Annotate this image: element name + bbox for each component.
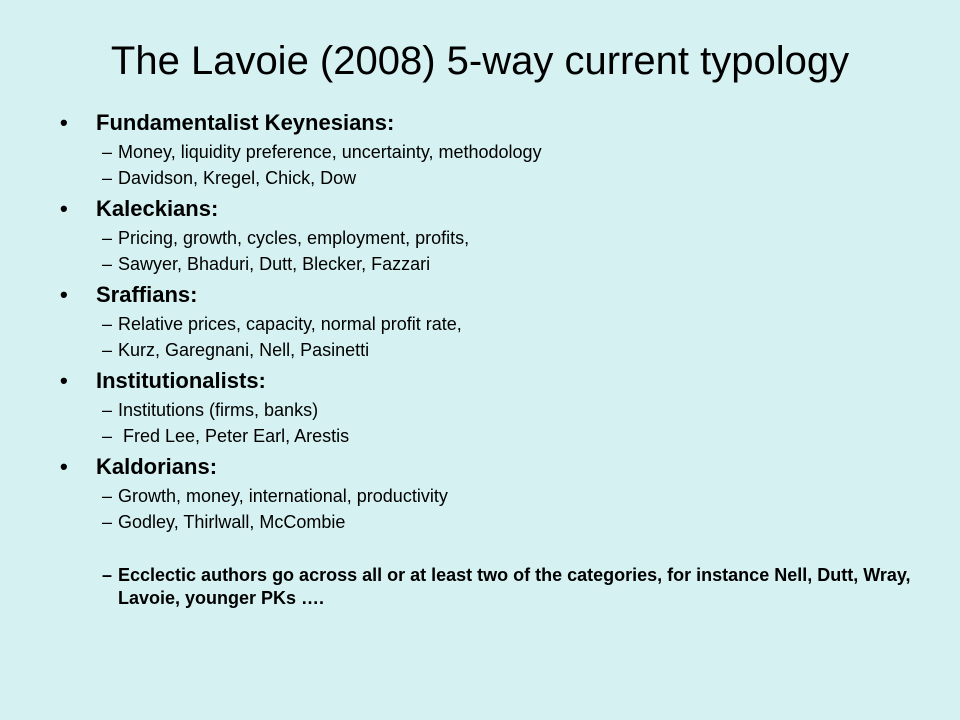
dash: – xyxy=(102,426,113,446)
sub-item-text: Godley, Thirlwall, McCombie xyxy=(118,512,346,532)
spacer xyxy=(58,536,918,562)
sub-item-text: Growth, money, international, productivity xyxy=(118,486,448,506)
sub-list xyxy=(58,226,918,276)
dash: – xyxy=(102,400,113,420)
bullet-institutionalists xyxy=(58,366,918,396)
bullet-dot: • xyxy=(60,282,68,307)
dash: – xyxy=(102,314,113,334)
dash: – xyxy=(102,228,113,248)
note-text: Ecclectic authors go across all or at least two of the categories, for instance Nell, Dutt, Wray, Lavoie, younger PKs …. xyxy=(118,565,911,608)
bullet-heading: Kaleckians: xyxy=(96,196,219,221)
bullet-sraffians xyxy=(58,280,918,310)
bullet-dot: • xyxy=(60,368,68,393)
sub-item xyxy=(58,510,918,534)
slide-title: The Lavoie (2008) 5-way current typology xyxy=(110,39,850,83)
sub-item-text: Fred Lee, Peter Earl, Arestis xyxy=(118,426,350,446)
sub-item-text: Davidson, Kregel, Chick, Dow xyxy=(118,168,357,188)
sub-item-text: Pricing, growth, cycles, employment, profits, xyxy=(118,228,470,248)
bullet-fundamentalist-keynesians xyxy=(58,108,918,138)
sub-item xyxy=(58,398,918,422)
sub-item xyxy=(58,226,918,250)
sub-item xyxy=(58,166,918,190)
bullet-kaldorians xyxy=(58,452,918,482)
dash: – xyxy=(102,340,113,360)
sub-item xyxy=(58,252,918,276)
sub-item xyxy=(58,338,918,362)
dash: – xyxy=(102,565,113,585)
bullet-kaleckians xyxy=(58,194,918,224)
sub-item xyxy=(58,424,918,448)
sub-item xyxy=(58,484,918,508)
dash: – xyxy=(102,512,113,532)
sub-list xyxy=(58,398,918,448)
dash: – xyxy=(102,254,113,274)
sub-item xyxy=(58,140,918,164)
dash: – xyxy=(102,486,113,506)
dash: – xyxy=(102,168,113,188)
sub-item-text: Sawyer, Bhaduri, Dutt, Blecker, Fazzari xyxy=(118,254,431,274)
sub-list xyxy=(58,312,918,362)
sub-item xyxy=(58,312,918,336)
bullet-dot: • xyxy=(60,454,68,479)
sub-item-text: Money, liquidity preference, uncertainty, methodology xyxy=(118,142,542,162)
bullet-heading: Fundamentalist Keynesians: xyxy=(96,110,395,135)
bullet-heading: Kaldorians: xyxy=(96,454,218,479)
bullet-heading: Institutionalists: xyxy=(96,368,266,393)
sub-item-text: Relative prices, capacity, normal profit rate, xyxy=(118,314,462,334)
sub-item-text: Institutions (firms, banks) xyxy=(118,400,319,420)
sub-list xyxy=(58,140,918,190)
sub-item-text: Kurz, Garegnani, Nell, Pasinetti xyxy=(118,340,370,360)
slide-content xyxy=(58,104,918,612)
bullet-heading: Sraffians: xyxy=(96,282,198,307)
dash: – xyxy=(102,142,113,162)
sub-list xyxy=(58,484,918,534)
eclectic-authors-note xyxy=(58,564,918,610)
bullet-dot: • xyxy=(60,196,68,221)
bullet-dot: • xyxy=(60,110,68,135)
